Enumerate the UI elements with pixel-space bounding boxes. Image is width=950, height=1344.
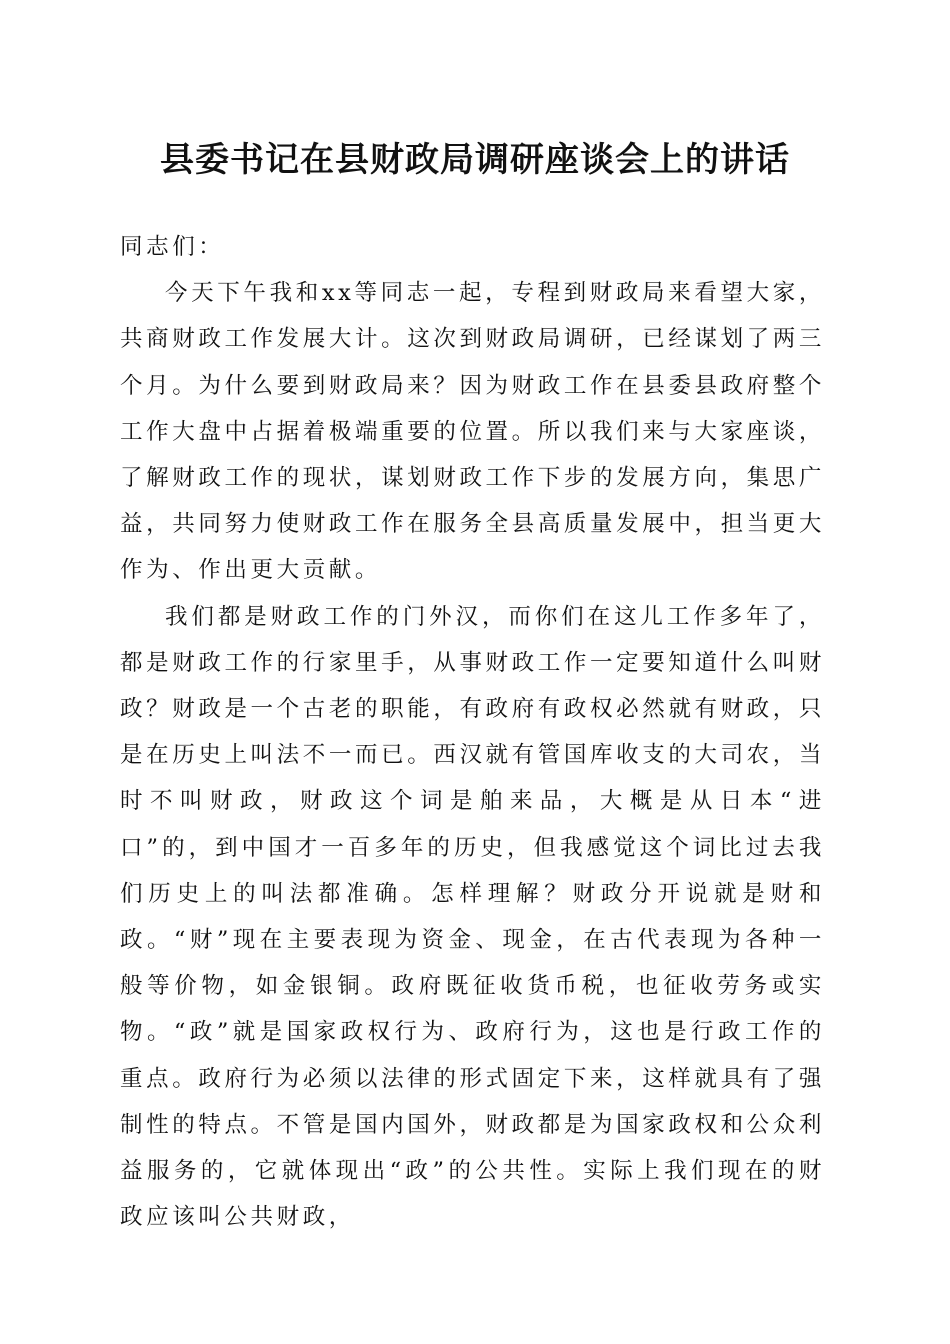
document-title: 县委书记在县财政局调研座谈会上的讲话: [160, 140, 790, 180]
salutation: 同志们：: [120, 234, 225, 260]
document-body: [120, 224, 825, 1240]
paragraph: 今天下午我和xx等同志一起，专程到财政局来看望大家，共商财政工作发展大计。这次到财政局调研，已经谋划了两三个月。为什么要到财政局来？因为财政工作在县委县政府整个工作大盘中占据着极端重要的位置。所以我们来与大家座谈，了解财政工作的现状，谋划财政工作下步的发展方向，集思广益，共同努力使财政工作在服务全县高质量发展中，担当更大作为、作出更大贡献。: [120, 280, 825, 584]
paragraph: 我们都是财政工作的门外汉，而你们在这儿工作多年了，都是财政工作的行家里手，从事财政工作一定要知道什么叫财政？财政是一个古老的职能，有政府有政权必然就有财政，只是在历史上叫法不一而已。西汉就有管国库收支的大司农，当时不叫财政，财政这个词是舶来品，大概是从日本“进口”的，到中国才一百多年的历史，但我感觉这个词比过去我们历史上的叫法都准确。怎样理解？财政分开说就是财和政。“财”现在主要表现为资金、现金，在古代表现为各种一般等价物，如金银铜。政府既征收货币税，也征收劳务或实物。“政”就是国家政权行为、政府行为，这也是行政工作的重点。政府行为必须以法律的形式固定下来，这样就具有了强制性的特点。不管是国内国外，财政都是为国家政权和公众利益服务的，它就体现出“政”的公共性。实际上我们现在的财政应该叫公共财政，: [120, 603, 825, 1231]
